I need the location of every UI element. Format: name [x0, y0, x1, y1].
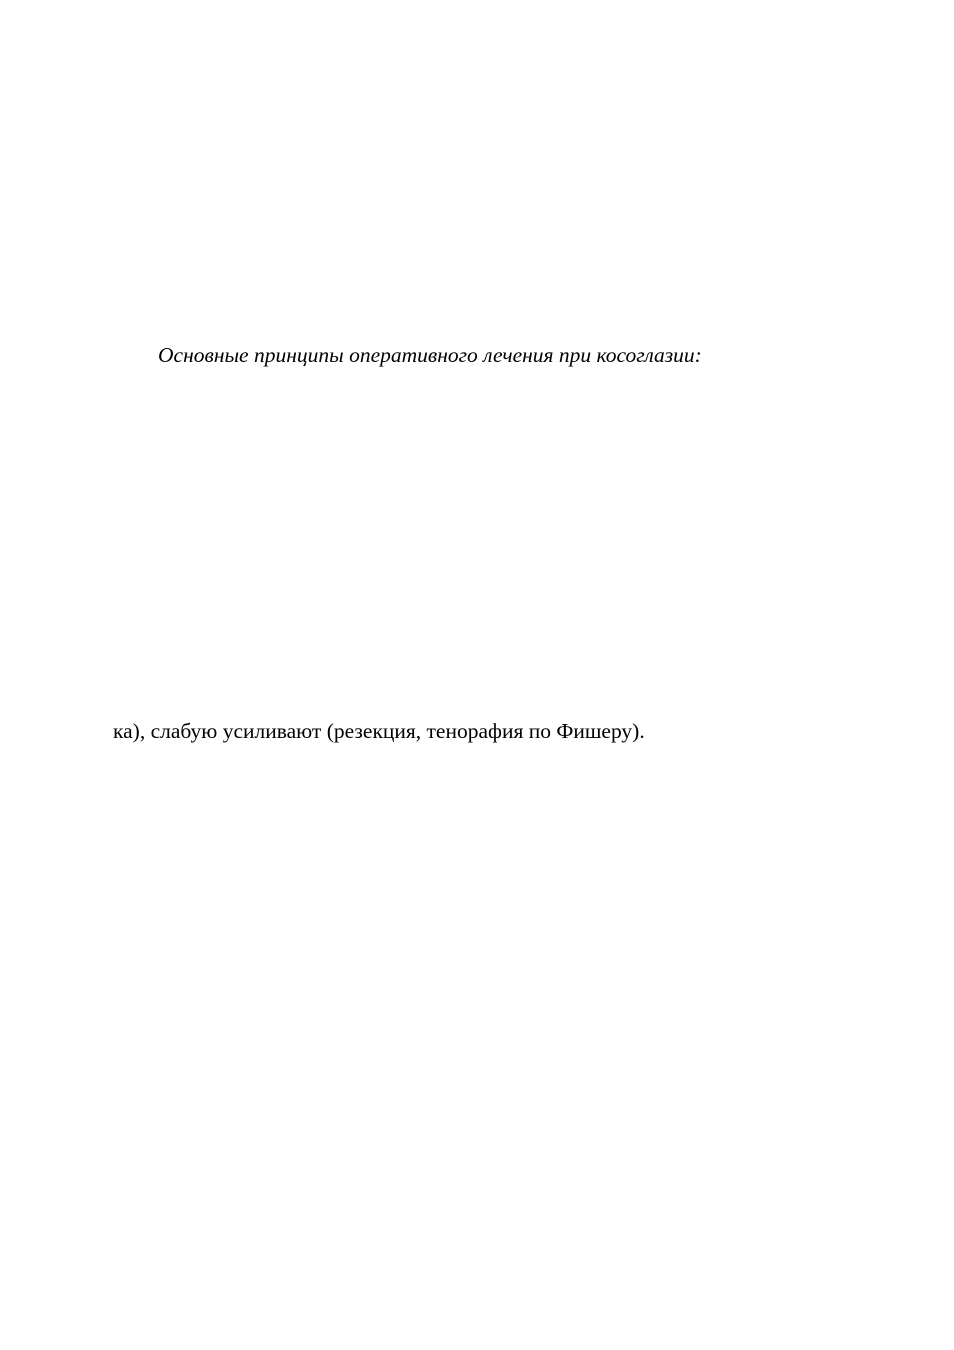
body-text-line: ка), слабую усиливают (резекция, тенорафия по Фишеру).	[113, 719, 645, 743]
section-heading: Основные принципы оперативного лечения при косоглазии:	[158, 343, 702, 367]
